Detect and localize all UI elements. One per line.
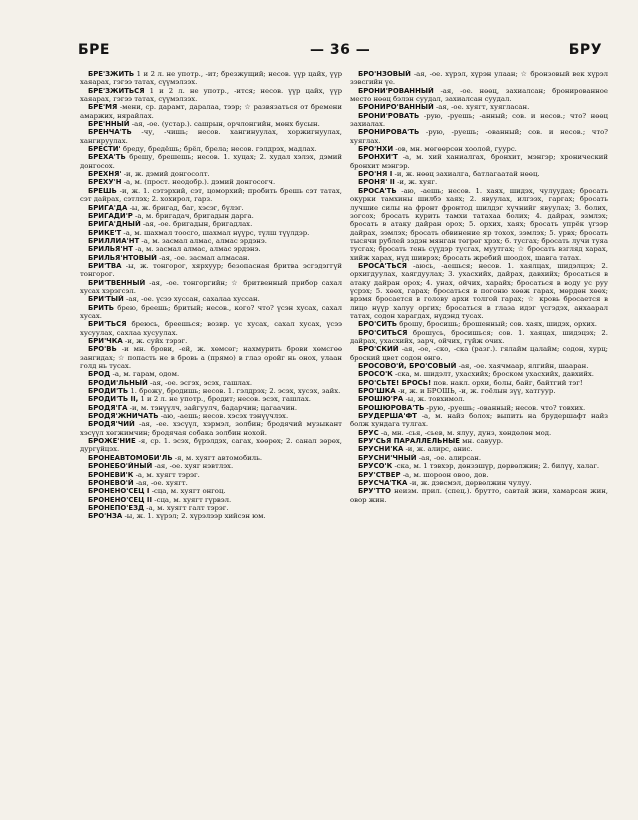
entry-headword: БРИЛЬЯ'НТ [88, 245, 133, 254]
dictionary-entry [80, 170, 342, 178]
entry-definition: мн. савуур. [459, 437, 504, 446]
dictionary-entry [80, 395, 342, 403]
entry-definition: -ая, -ое. үсээ хуссан, сахалаа хуссан. [123, 295, 260, 304]
entry-definition: -и, ж. и БРОШЬ, -и, ж. гоёлын зүү, хатгуур. [395, 387, 556, 396]
entry-headword: БРО'СЬТЕ! БРОСЬ! [358, 378, 432, 387]
entry-headword: БРУСНИ'КА [358, 445, 404, 454]
entry-definition: -рую, -руешь; -анный; сов. и несов.; что? нөөц захиалах. [350, 111, 608, 129]
dictionary-entry [80, 279, 342, 296]
entry-headword: БРЕ'ЗЖИТЬ [88, 70, 135, 78]
dictionary-entry [80, 103, 342, 120]
entry-definition: -ая, -ое. нөөц, захиалсан; бронированное место нөөц бэлэн суудал, захиалсан суудал. [350, 86, 608, 104]
dictionary-entry [350, 445, 608, 453]
entry-definition: -ы, ж. товхимол. [403, 395, 465, 404]
dictionary-entry [80, 70, 342, 87]
entry-definition: -ая, -ое. эсгэх, эсэх, гашлах. [147, 378, 253, 387]
dictionary-entry [80, 145, 342, 153]
entry-definition: 1. брожу, бродишь; несов. 1. гэлдрэх; 2. эсэх, хусэх, зайх. [128, 387, 341, 396]
entry-headword: БРОНИ'РОВАННЫЙ [358, 86, 434, 95]
entry-headword: БРИКЕ'Т [88, 228, 122, 237]
dictionary-entry [80, 387, 342, 395]
entry-headword: БРОДИ'ЛЬНЫЙ [88, 378, 148, 387]
entry-definition: -рую, -руешь; -ованный; несов. что? товхих. [424, 403, 586, 412]
dictionary-entry [350, 471, 608, 479]
dictionary-entry [80, 404, 342, 412]
dictionary-entry [350, 87, 608, 104]
entry-headword: БРО'СИТЬСЯ [358, 328, 408, 337]
entry-headword: БРО'ВЬ [88, 345, 117, 354]
entry-headword: БРУ'СТВЕР [358, 470, 401, 479]
dictionary-entry [80, 237, 342, 245]
entry-definition: -сца, м. хуягт гүрвэл. [152, 495, 232, 504]
entry-definition: -и, ж. хуяг. [394, 178, 438, 187]
entry-headword: БРИЛЛИА'НТ [88, 236, 140, 245]
entry-definition: -и, ж. 1. сэтэрхий, сэт, цоморхий; пробить брешь сэт татах, сэт дайрах, сэтлэх; 2. хохирол, гарз. [80, 186, 342, 204]
dictionary-entry [80, 479, 342, 487]
entry-headword: БРУ'СЬЯ ПАРАЛЛЕЛЬНЫЕ [358, 437, 460, 446]
dictionary-entry [350, 170, 608, 178]
dictionary-entry [350, 487, 608, 504]
entry-definition: -аю, -аешь; несов. хэсэх тэнүүчлэх. [158, 412, 289, 421]
entry-definition: -и, ж. дэмий донгосолт. [121, 170, 210, 179]
dictionary-entry [350, 429, 608, 437]
entry-definition: -и, ж. нөөц захиалга, батлагаатай нөөц. [392, 170, 540, 179]
entry-definition: -и, ж. суйх тэрэг. [122, 337, 188, 345]
dictionary-entry [80, 229, 342, 237]
entry-definition: неизм. прил. (спец.). брутто, савтай жин, хамарсан жин, овор жин. [350, 487, 608, 504]
entry-headword: БРУСЧА'ТКА [358, 478, 408, 487]
dictionary-entry [350, 178, 608, 186]
dictionary-entry [80, 120, 342, 128]
dictionary-entry [80, 262, 342, 279]
entry-headword: БРЕШЬ [88, 186, 117, 195]
entry-headword: БРЕХНЯ' [88, 170, 122, 179]
entry-definition: 1 и 2 л. не употр., -ит; брезжущий; несов. үүр цайх, үүр хаяарах, гэгээ татах, сүүмэлзэх. [80, 70, 342, 87]
entry-headword: БРОСА'ТЬ [358, 186, 397, 195]
dictionary-entry [80, 512, 342, 520]
dictionary-entry [350, 145, 608, 153]
entry-headword: БРОДИ'ТЬ [88, 387, 129, 396]
entry-definition: -а, м. найз болох; выпить на брудершафт найз болж хундага тулгах. [350, 412, 608, 429]
entry-headword: БРОНЯ' II [358, 178, 395, 187]
entry-definition: -ая, -ое. (устар.). сашрын, орчлонгийн, мөнх бусын. [129, 120, 320, 129]
entry-headword: БРИ'ЧКА [88, 337, 123, 345]
dictionary-entry [350, 454, 608, 462]
entry-definition: -а, м. хуягт галт тэрэг. [144, 503, 229, 512]
entry-headword: БРЕ'ННЫЙ [88, 120, 130, 129]
dictionary-entry [80, 153, 342, 170]
entry-headword: БРО'НХИ [358, 145, 394, 154]
dictionary-entry [80, 128, 342, 145]
dictionary-entry [350, 379, 608, 387]
entry-headword: БРИ'ТВА [88, 261, 122, 270]
entry-definition: -ая, -ое. тонгоргийн; ☆ бритвенный прибор сахал хусах хэрэгсэл. [80, 278, 342, 295]
entry-headword: БРО'НЗОВЫЙ [358, 70, 411, 78]
entry-headword: БРОНЕВИ'К [88, 470, 134, 479]
dictionary-entry [350, 345, 608, 362]
entry-headword: БРОНХИ'Т [358, 153, 398, 162]
entry-headword: БРО'НЯ I [358, 170, 393, 179]
entry-headword: БРИГА'ДА [88, 203, 128, 212]
dictionary-entry [80, 487, 342, 495]
entry-definition: -ов, мн. мөгөөрсөн хоолой, гуурс. [393, 145, 517, 154]
entry-headword: БРОНЕВО'Й [88, 478, 134, 487]
entry-headword: БРОНЕАВТОМОБИ'ЛЬ [88, 453, 173, 462]
entry-definition: брошу, бросишь; брошенный; сов. хаях, шидэх, орхих. [397, 320, 597, 329]
entry-definition: бреюсь, бреешься; возвр. үс хусах, сахал хусах, үсээ хусуулах, сахлаа хусуулах. [80, 320, 342, 337]
entry-headword: БРО'СИТЬ [358, 320, 398, 329]
entry-definition: брею, бреешь; бритый; несов., кого? что? үсэн хусах, сахал хусах. [80, 303, 342, 320]
dictionary-entry [80, 437, 342, 454]
entry-definition: бреду, бредёшь; брёл, брела; несов. гэлдрэх, мадлах. [120, 145, 317, 154]
entry-definition: -чу, -чишь; несов. хангинуулах, хоржигнуулах, хангируулах. [80, 128, 342, 145]
entry-headword: БРОНИРОВА'ТЬ [358, 128, 420, 137]
entry-headword: БРЕХУ'Н [88, 178, 122, 187]
entry-headword: БРЕ'ЗЖИТЬСЯ [88, 86, 145, 95]
entry-definition: 1 и 2 л. не употр., -ится; несов. үүр цайх, үүр хаяарах, гэгээ татах, сүүмэлзэх. [80, 86, 342, 104]
entry-headword: БРО'ШКА [358, 387, 396, 396]
dictionary-entry [350, 262, 608, 320]
entry-definition: -ая, -ое. бригадын, бригадлах. [140, 220, 253, 229]
entry-headword: БРО'НЗА [88, 512, 123, 521]
entry-headword: БРОШЮРОВА'ТЬ [358, 403, 425, 412]
dictionary-entry [80, 504, 342, 512]
entry-headword: БРОД [88, 370, 111, 379]
entry-definition: -и, ж. дэвсмэл, дөрвөлжин чулуу. [407, 478, 532, 487]
entry-definition: -а, мн. -сья, -сьев, м. ялуу, дунз, хөндөлөн мод. [378, 428, 552, 437]
dictionary-entry [350, 187, 608, 262]
entry-headword: БРИТЬ [88, 303, 115, 312]
entry-headword: БРОНЕБО'ЙНЫЙ [88, 462, 153, 471]
dictionary-entry [350, 370, 608, 378]
entry-definition: -рую, -руешь; -ованный; сов. и несов.; что? хуяглах. [350, 128, 608, 145]
entry-headword: БРОЖЕ'НИЕ [88, 437, 136, 446]
dictionary-entry [80, 420, 342, 437]
page-header [78, 42, 606, 64]
dictionary-entry [350, 329, 608, 346]
dictionary-entry [80, 178, 342, 186]
entry-headword: БРИГА'ДНЫЙ [88, 220, 141, 229]
entry-definition: -аюсь, -аешься; несов. 1. хаялцах, шидэлцэх; 2. орхигдуулах, хаягдуулах; 3. ухасхийх, дайрах, давхийх; бросаться в атаку дайран орох; 4. унах, ойчих, харайх; бросаться в воду ус руу үсрэх; 5. хөөх, гарах; бросаться в погоню хөөж гарах, мөрдөн хөөх; врэмя бросается в голову архи толгой гарах; ☆ кровь бросается в лицо нүүр халуу оргих; бросаться в глаза идэг үсгэдэх, анхаарал татах, содон харагдах, нүдэнд тусах. [350, 261, 608, 320]
dictionary-entry [350, 437, 608, 445]
entry-headword: БРОНИРО'ВАННЫЙ [358, 103, 434, 112]
entry-headword: БРЕСТИ' [88, 145, 121, 154]
entry-definition: -аю, -аешь; несов. 1. хаях, шидэх, чулуудах; бросать окурки тамхины шилбэ хаях; 2. явуулах, илгээх, гаргах; бросать лучшие силы на фронт фронтод шилдэг хүчнийг явуулах; 3. болих, зогсох; бросать курить тамхи татахаа болих; 4. дайрах, эзмлэх; бросать в атаку дайран орох; 5. орхих, хаях; бросать упрёк үгээр дайрах, зэмлэх; бросать обвинение яр тохох, зэмлэх; 5. урвх; бросать тысячи рублей зэдэн мянган төгрөг хрэх; 6. тусгах; бросать лучи туяа тусгах; бросать тень сүүдэр тусгах, муутгах; ☆ бросать взгляд харах, хийж харах, нүд шиврэх; бросать жребий шоодох, шавга татах. [350, 186, 608, 262]
entry-definition: -и, м. тэнүүлч, зайгуулч, бадарчин; цагаачин. [127, 403, 298, 412]
entry-headword: БРУС [358, 428, 379, 437]
dictionary-entry [80, 245, 342, 253]
entry-headword: БРО'СКИЙ [358, 345, 399, 354]
dictionary-entry [350, 112, 608, 129]
entry-definition: -а, м. шахмал тоосго, шахмал нүүрс, түлш түүлдэр. [121, 228, 310, 237]
dictionary-entry [80, 187, 342, 204]
dictionary-entry [350, 362, 608, 370]
entry-headword: БРОДЯ'ГА [88, 403, 128, 412]
dictionary-entry [80, 220, 342, 228]
dictionary-entry [80, 337, 342, 345]
dictionary-entry [350, 462, 608, 470]
dictionary-entry [80, 254, 342, 262]
entry-definition: брошусь, бросишься; сов. 1. хаяцах, шидэцэх; 2. дайрах, ухасхийх, зарч, ойчих, гүйж очих. [350, 328, 608, 345]
dictionary-entry [350, 153, 608, 170]
entry-headword: БРОСО'К [358, 370, 393, 379]
dictionary-entry [80, 471, 342, 479]
entry-definition: -ая, -ое. алирсан. [416, 453, 482, 462]
entry-definition: -а, м. (прост. неодобр.). дэмий донгосогч. [121, 178, 276, 187]
entry-definition: -ая, -ое. засмал алмасан. [156, 253, 250, 262]
entry-headword: БРОДЯ'ЧИЙ [88, 420, 135, 429]
entry-headword: БРУСНИ'ЧНЫЙ [358, 453, 417, 462]
entry-headword: БРЕ'МЯ [88, 103, 118, 112]
header-left-guide-word: БРЕ [78, 42, 110, 58]
dictionary-entry [80, 496, 342, 504]
dictionary-entry [350, 395, 608, 403]
entry-headword: БРИЛЬЯ'НТОВЫЙ [88, 253, 157, 262]
entry-definition: -ая, -ое. хаячмаар, ялгийн, шааран. [456, 362, 589, 371]
entry-definition: -ая, -ое. хуягт, хуягласан. [433, 103, 530, 112]
entry-definition: -а, м. гарам, одом. [110, 370, 180, 379]
entry-headword: БРОНЕНО'СЕЦ I [88, 487, 150, 496]
entry-headword: БРОДЯ'ЖНИЧАТЬ [88, 412, 159, 421]
dictionary-entry [80, 412, 342, 420]
dictionary-entry [80, 295, 342, 303]
entry-definition: -ска, м. 1 тэвхэр, дөнзэшүр, дөрвөлжин; 2. билүү, халаг. [392, 462, 600, 471]
page-number: — 36 — [310, 42, 371, 58]
entry-definition: -а, м. бригадач, бригадын дарга. [132, 211, 254, 220]
entry-headword: БРОНИ'РОВАТЬ [358, 111, 420, 120]
entry-definition: -ска, м. шидэлт, ухасхийх; броском ухасхийх, давхийх. [392, 370, 594, 379]
entry-definition: -ы, ж. тонгорог, хярхуур; безопасная бритва эсгэдэггүй тонгорог. [80, 261, 342, 279]
entry-headword: БРУДЕРША'ФТ [358, 412, 417, 421]
dictionary-entry [80, 320, 342, 337]
dictionary-entry [80, 379, 342, 387]
dictionary-entry [80, 212, 342, 220]
entry-headword: БРИ'ТЫЙ [88, 295, 124, 304]
dictionary-entry [350, 479, 608, 487]
entry-definition: -я, м. хуягт автомобиль. [172, 453, 263, 462]
entry-headword: БРОДИ'ТЬ II, [88, 395, 139, 404]
dictionary-entry [80, 370, 342, 378]
dictionary-entry [350, 103, 608, 111]
entry-headword: БРОНЕПО'ЕЗД [88, 503, 145, 512]
entry-definition: -а, м. хуягт тэрэг. [133, 470, 200, 479]
entry-headword: БРОШЮ'РА [358, 395, 404, 404]
dictionary-entry [350, 320, 608, 328]
dictionary-entry [80, 304, 342, 321]
entry-headword: БРИГАДИ'Р [88, 211, 133, 220]
entry-definition: 1 и 2 л. не употр., бродит; несов. эсэх, гашлах. [138, 395, 311, 404]
dictionary-entry [80, 345, 342, 370]
right-column [350, 70, 608, 504]
entry-headword: БРУСО'К [358, 462, 393, 471]
left-column [80, 70, 342, 521]
entry-definition: -ая, -ое. хуяг нэвтлэх. [152, 462, 234, 471]
entry-headword: БРОНЕНО'СЕЦ II [88, 495, 153, 504]
entry-definition: -я, ср. 1. эсэх, бүрэлдэх, сагах, хөөрөх; 2. санал зөрөх, дургүйцэх. [80, 437, 342, 454]
entry-definition: пов. накл. орхи, болы, байг, байтгий тэг! [431, 378, 583, 387]
dictionary-entry [80, 462, 342, 470]
entry-headword: БРИ'ТЬСЯ [88, 320, 127, 329]
entry-definition: -и мн. брови, -ей, ж. хөмсөг; нахмурить брови хөмсгөө зангидах; ☆ попасть не в бровь а (прямо) в глаз оройг нь онох, улаан голд нь тусах. [80, 345, 342, 371]
entry-definition: -ы, ж. бригад, баг, хэсэг, бүлэг. [127, 203, 244, 212]
entry-definition: -ая, -ое, -ско, -ска (разг.). гялайм цалайм; содон, хурц; броский цвет содон өнгө. [350, 345, 608, 362]
dictionary-entry [350, 70, 608, 87]
dictionary-entry [80, 87, 342, 104]
entry-definition: -ая, -ое. хүрэл, хүрэн улаан; ☆ бронзовый век хүрэл зэвсгийн үе. [350, 70, 608, 87]
entry-definition: -сца, м. хуягт онгоц. [149, 487, 226, 496]
entry-definition: -ая, -ее. хэсүүл, хэрмэл, золбин; бродячий музыкант хэсүүл хөгжимчин; бродячая собака золбин нохой. [80, 420, 342, 437]
dictionary-entry [350, 404, 608, 412]
entry-definition: -а, м. шороон овоо, дов. [400, 470, 489, 479]
entry-definition: -ая, -ое. хуягт. [133, 478, 188, 487]
entry-definition: -а, м. засмал алмас, алмас эрдэнэ. [139, 236, 267, 245]
entry-headword: БРЕНЧА'ТЬ [88, 128, 132, 137]
dictionary-entry [350, 412, 608, 429]
entry-headword: БРУ'ТТО [358, 487, 391, 496]
dictionary-entry [80, 454, 342, 462]
entry-definition: -и, ж. алирс, анис. [403, 445, 473, 454]
dictionary-entry [350, 128, 608, 145]
entry-headword: БРЕХА'ТЬ [88, 153, 126, 162]
entry-headword: БРИ'ТВЕННЫЙ [88, 278, 146, 287]
entry-definition: брешу, брешешь; несов. 1. хуцах; 2. худал хэлэх, дэмий донгосох. [80, 153, 342, 170]
entry-definition: -ы, ж. 1. хүрэл; 2. хүрэлээр хийсэн юм. [122, 512, 266, 521]
entry-headword: БРОСОВО'Й, БРО'СОВЫЙ [358, 362, 457, 371]
header-right-guide-word: БРУ [568, 42, 602, 58]
entry-definition: -а, м. засмал алмас, алмас эрдэнэ. [132, 245, 261, 254]
entry-definition: -а, м. хий ханиалгах, бронхит, мэнгэр; хронический бронхит мэнгэр. [350, 153, 608, 170]
entry-headword: БРОСА'ТЬСЯ [358, 261, 407, 270]
dictionary-entry [350, 387, 608, 395]
dictionary-entry [80, 204, 342, 212]
entry-definition: -мени, ср. дарамт, даралаа, тээр; ☆ развязаться от бремени амаржих, нярайлах. [80, 103, 342, 120]
